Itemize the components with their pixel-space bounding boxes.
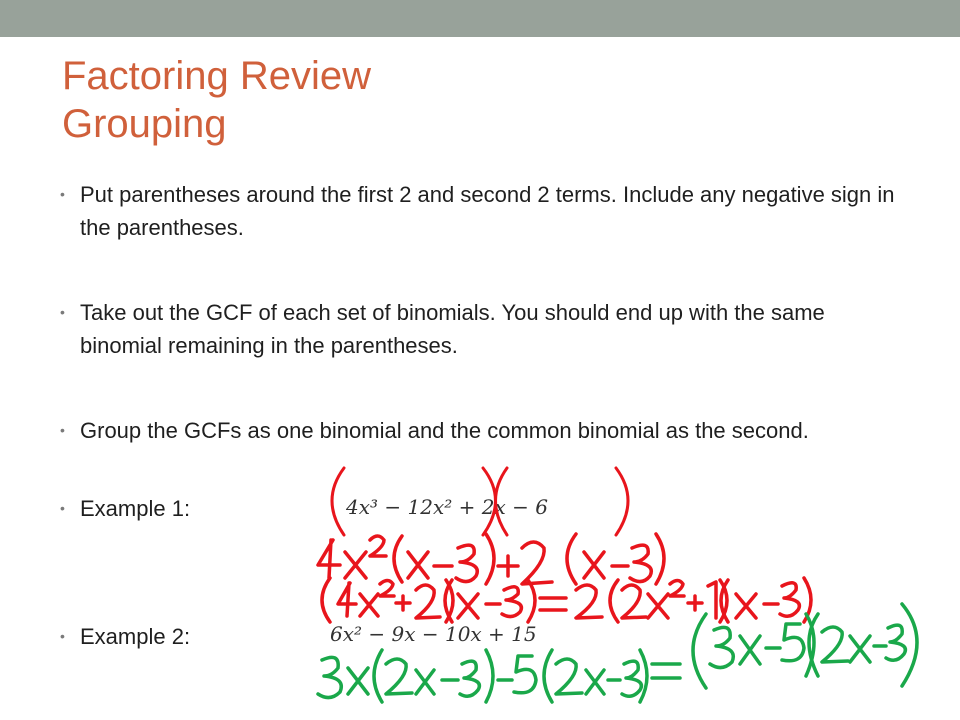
bullet-dot-icon: • [60,500,65,516]
red-handwriting-line-1 [318,534,664,584]
bullet-dot-icon: • [60,628,65,644]
title-line-1: Factoring Review [62,54,372,98]
bullet-dot-icon: • [60,422,65,438]
title-line-2: Grouping [62,102,227,146]
red-grouping-parentheses [332,468,628,535]
bullet-dot-icon: • [60,186,65,202]
bullet-item: • Group the GCFs as one binomial and the common binomial as the second. [60,414,900,447]
example-2-expression: 6x² − 9x − 10x + 15 [330,622,537,646]
bullet-item-example-2: • Example 2: [60,620,900,653]
red-handwriting-line-2 [322,578,811,622]
bullet-item: • Put parentheses around the first 2 and second 2 terms. Include any negative sign in the parentheses. [60,178,900,244]
example-1-expression: 4x³ − 12x² + 2x − 6 [346,495,548,519]
bullet-item: • Take out the GCF of each set of binomials. You should end up with the same binomial remaining in the parentheses. [60,296,900,362]
bullet-dot-icon: • [60,304,65,320]
bullet-item-example-1: • Example 1: [60,492,900,525]
